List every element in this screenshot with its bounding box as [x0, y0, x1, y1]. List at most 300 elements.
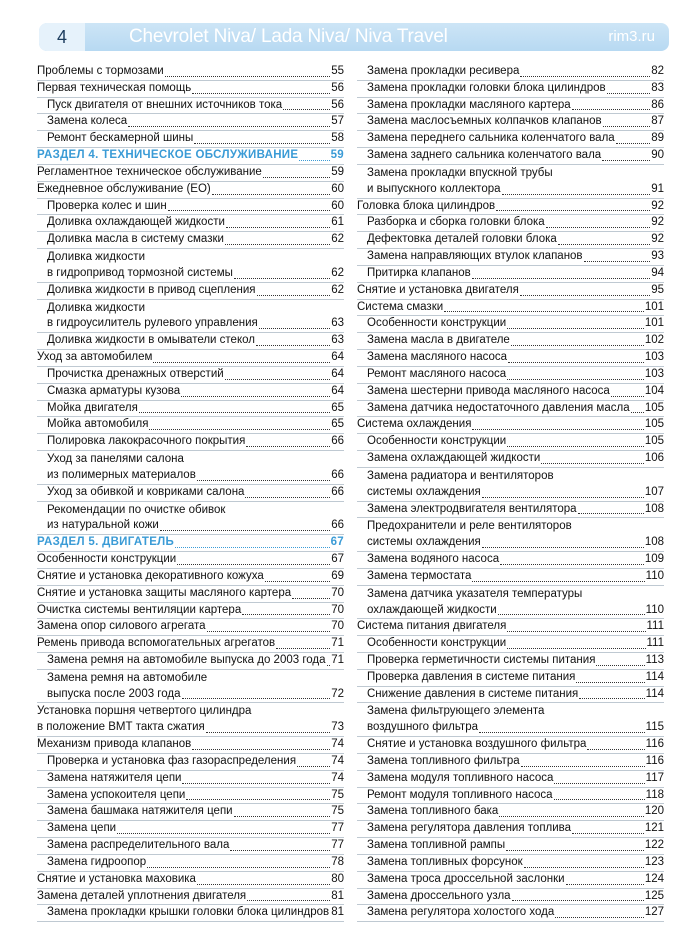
toc-page-number: 91 — [651, 182, 664, 195]
toc-entry[interactable] — [37, 417, 344, 434]
toc-entry-title: Замена деталей уплотнения двигателя — [37, 889, 247, 902]
dot-leader — [153, 361, 330, 363]
toc-entry-title: Очистка системы вентиляции картера — [37, 603, 242, 616]
toc-page-number: 87 — [651, 115, 664, 128]
toc-page-number: 56 — [331, 98, 344, 111]
toc-entry[interactable] — [357, 148, 664, 165]
toc-page-number: 62 — [331, 233, 344, 246]
dot-leader — [256, 344, 330, 346]
dot-leader — [507, 647, 645, 649]
toc-entry-title: Замена электродвигателя вентилятора — [367, 502, 577, 515]
toc-entry-title: Замена масляного насоса — [367, 351, 508, 364]
dot-leader — [584, 260, 651, 262]
toc-entry-title: в гидропривод тормозной системы — [47, 266, 233, 279]
toc-entry[interactable] — [37, 215, 344, 232]
toc-entry[interactable] — [37, 821, 344, 838]
toc-entry[interactable] — [37, 569, 344, 586]
toc-entry-title: Замена прокладки крышки головки блока цилиндров — [47, 906, 330, 919]
toc-entry-title: Замена прокладки масляного картера — [367, 98, 571, 111]
toc-entry-title: Замена цепи — [47, 822, 117, 835]
toc-entry-title: Система смазки — [357, 300, 444, 313]
toc-entry[interactable] — [357, 417, 664, 434]
toc-entry-title: Замена колеса — [47, 115, 128, 128]
toc-entry[interactable] — [357, 333, 664, 350]
toc-entry-title: Замена ремня на автомобиле выпуска до 2003 года — [47, 653, 326, 666]
toc-entry[interactable] — [37, 182, 344, 199]
toc-page-number: 102 — [644, 334, 664, 347]
toc-entry[interactable] — [357, 434, 664, 451]
toc-page-number: 108 — [644, 536, 664, 549]
dot-leader — [149, 428, 330, 430]
toc-entry-title: Первая техническая помощь — [37, 81, 192, 94]
dot-leader — [555, 916, 644, 918]
dot-leader — [160, 529, 330, 531]
toc-entry-title: Прочистка дренажных отверстий — [47, 367, 224, 380]
toc-entry[interactable] — [37, 114, 344, 131]
toc-page-number: 118 — [645, 788, 664, 801]
toc-page-number: 82 — [651, 65, 664, 77]
toc-entry-title: Доливка жидкости — [47, 251, 146, 264]
toc-page-number: 57 — [331, 115, 344, 128]
toc-page-number: 81 — [331, 889, 344, 902]
toc-entry-title: Уход за автомобилем — [37, 351, 153, 364]
dot-leader — [444, 310, 644, 312]
toc-entry[interactable] — [357, 552, 664, 569]
dot-leader — [175, 546, 329, 548]
toc-entry[interactable] — [37, 367, 344, 384]
toc-page-number: 64 — [331, 367, 344, 380]
toc-entry[interactable] — [357, 586, 664, 603]
toc-entry-title: Замена термостата — [367, 569, 472, 582]
toc-entry-title: Доливка жидкости — [47, 301, 146, 314]
toc-entry[interactable] — [37, 434, 344, 451]
toc-entry[interactable] — [37, 771, 344, 788]
toc-entry[interactable] — [37, 855, 344, 872]
dot-leader — [472, 428, 643, 430]
toc-entry-title: Доливка жидкости в омыватели стекол — [47, 334, 255, 347]
toc-entry[interactable] — [357, 636, 664, 653]
dot-leader — [117, 832, 330, 834]
toc-entry[interactable] — [357, 687, 664, 704]
toc-page-number: 67 — [331, 553, 344, 566]
toc-left-column — [37, 64, 344, 922]
toc-entry[interactable] — [357, 569, 664, 586]
dot-leader — [299, 159, 329, 161]
toc-entry[interactable] — [357, 518, 664, 535]
toc-entry[interactable] — [357, 855, 664, 872]
dot-leader — [212, 193, 330, 195]
toc-page-number: 83 — [651, 81, 664, 94]
toc-entry[interactable] — [357, 619, 664, 636]
toc-page-number: 66 — [331, 485, 344, 498]
toc-entry[interactable] — [357, 451, 664, 468]
toc-page-number: 94 — [651, 266, 664, 279]
toc-entry[interactable] — [357, 670, 664, 687]
toc-entry-title: Мойка двигателя — [47, 401, 138, 414]
toc-page-number: 75 — [331, 788, 344, 801]
dot-leader — [602, 159, 650, 161]
toc-page-number: 64 — [331, 351, 344, 364]
toc-entry[interactable] — [357, 771, 664, 788]
toc-entry[interactable] — [37, 754, 344, 771]
toc-page-number: 63 — [331, 334, 344, 347]
toc-page-number: 70 — [331, 603, 344, 616]
dot-leader — [192, 92, 330, 94]
toc-entry-title: системы охлаждения — [367, 485, 481, 498]
toc-page-number: 93 — [651, 250, 664, 263]
dot-leader — [225, 243, 330, 245]
toc-page-number: 124 — [644, 872, 664, 885]
toc-entry[interactable] — [37, 687, 344, 704]
dot-leader — [482, 496, 644, 498]
toc-entry-title: Снятие и установка воздушного фильтра — [367, 738, 587, 751]
toc-entry-title: Снятие и установка декоративного кожуха — [37, 569, 264, 582]
toc-entry[interactable] — [37, 81, 344, 98]
toc-entry-title: Замена водяного насоса — [367, 553, 500, 566]
page-number: 4 — [39, 23, 85, 51]
toc-entry-title: Замена переднего сальника коленчатого вала — [367, 132, 615, 145]
dot-leader — [259, 327, 330, 329]
toc-entry-title: Замена фильтрующего элемента — [367, 705, 545, 718]
dot-leader — [128, 125, 330, 127]
toc-page-number: 105 — [644, 418, 664, 431]
toc-page-number: 80 — [331, 872, 344, 885]
toc-right-column — [357, 64, 664, 922]
toc-entry[interactable] — [37, 300, 344, 317]
toc-page-number: 92 — [651, 233, 664, 246]
toc-page-number: 78 — [331, 855, 344, 868]
dot-leader — [578, 512, 644, 514]
toc-entry-title: Замена маслосъемных колпачков клапанов — [367, 115, 602, 128]
toc-page-number: 92 — [651, 216, 664, 229]
toc-page-number: 77 — [331, 839, 344, 852]
toc-entry[interactable] — [357, 788, 664, 805]
toc-entry[interactable] — [357, 249, 664, 266]
toc-page-number: 66 — [331, 435, 344, 448]
site-link[interactable]: rim3.ru — [608, 28, 655, 45]
toc-entry[interactable] — [37, 502, 344, 519]
toc-entry-title: Притирка клапанов — [367, 266, 471, 279]
toc-entry-title: Замена опор силового агрегата — [37, 620, 206, 633]
toc-page-number: 65 — [331, 401, 344, 414]
toc-entry-title: Система питания двигателя — [357, 620, 507, 633]
toc-entry[interactable] — [357, 316, 664, 333]
toc-page-number: 127 — [644, 906, 664, 919]
toc-entry[interactable] — [37, 737, 344, 754]
dot-leader — [611, 395, 644, 397]
dot-leader — [520, 294, 650, 296]
toc-entry[interactable] — [37, 619, 344, 636]
toc-entry[interactable] — [37, 451, 344, 468]
toc-entry[interactable] — [37, 552, 344, 569]
toc-page-number: 66 — [331, 468, 344, 481]
dot-leader — [226, 226, 330, 228]
toc-entry-title: Замена заднего сальника коленчатого вала — [367, 149, 602, 162]
toc-entry[interactable] — [357, 182, 664, 199]
toc-entry-title: Замена радиатора и вентиляторов — [367, 469, 554, 482]
toc-entry[interactable] — [357, 804, 664, 821]
toc-page-number: 117 — [645, 771, 664, 784]
toc-entry[interactable] — [357, 401, 664, 418]
toc-entry-title: Замена натяжителя цепи — [47, 771, 182, 784]
toc-entry[interactable] — [37, 636, 344, 653]
toc-entry-title: Полировка лакокрасочного покрытия — [47, 435, 246, 448]
toc-entry[interactable] — [357, 872, 664, 889]
toc-page-number: 86 — [651, 98, 664, 111]
toc-page-number: 106 — [644, 452, 664, 465]
toc-page-number: 73 — [331, 721, 344, 734]
toc-entry[interactable] — [37, 384, 344, 401]
toc-entry[interactable] — [357, 703, 664, 720]
dot-leader — [572, 832, 644, 834]
toc-entry[interactable] — [357, 737, 664, 754]
toc-entry-title: Проверка и установка фаз газораспределения — [47, 754, 297, 767]
toc-entry-title: Замена успокоителя цепи — [47, 788, 186, 801]
toc-entry[interactable] — [37, 905, 344, 922]
dot-leader — [573, 531, 651, 532]
toc-entry-title: Замена охлаждающей жидкости — [367, 452, 541, 465]
dot-leader — [226, 514, 331, 515]
toc-entry-title: Снятие и установка защиты масляного картера — [37, 586, 292, 599]
toc-entry-title: Замена топливного бака — [367, 805, 499, 818]
toc-entry-title: Разборка и сборка головки блока — [367, 216, 545, 229]
toc-entry[interactable] — [357, 131, 664, 148]
toc-entry[interactable] — [357, 81, 664, 98]
toc-entry[interactable] — [37, 889, 344, 906]
toc-entry[interactable] — [357, 535, 664, 552]
toc-entry[interactable] — [357, 889, 664, 906]
toc-entry[interactable] — [37, 131, 344, 148]
dot-leader — [579, 697, 644, 699]
toc-page-number: 101 — [644, 300, 664, 313]
toc-entry[interactable] — [37, 232, 344, 249]
toc-entry[interactable] — [37, 283, 344, 300]
dot-leader — [246, 445, 330, 447]
toc-entry[interactable] — [357, 64, 664, 81]
toc-entry-title: Замена датчика недостаточного давления масла — [367, 401, 630, 414]
toc-entry[interactable] — [357, 199, 664, 216]
toc-entry[interactable] — [357, 350, 664, 367]
toc-entry[interactable] — [37, 518, 344, 535]
toc-entry-title: Замена модуля топливного насоса — [367, 771, 554, 784]
toc-entry[interactable] — [357, 468, 664, 485]
dot-leader — [524, 866, 644, 868]
dot-leader — [297, 765, 330, 767]
dot-leader — [607, 92, 651, 94]
toc-entry[interactable] — [37, 468, 344, 485]
toc-entry[interactable] — [37, 350, 344, 367]
toc-page-number: 77 — [331, 822, 344, 835]
toc-section-heading[interactable] — [37, 148, 344, 165]
toc-entry-title: Регламентное техническое обслуживание — [37, 165, 262, 178]
dot-leader — [247, 899, 330, 901]
dot-leader — [225, 378, 331, 380]
dot-leader — [206, 731, 330, 733]
toc-entry-title: Замена топливной рампы — [367, 839, 506, 852]
toc-page-number: 81 — [331, 906, 344, 919]
toc-page-number: 67 — [330, 536, 344, 549]
toc-entry-title: охлаждающей жидкости — [367, 603, 497, 616]
toc-entry[interactable] — [37, 485, 344, 502]
toc-entry-title: Рекомендации по очистке обивок — [47, 503, 226, 516]
toc-entry-title: Снижение давления в системе питания — [367, 687, 579, 700]
toc-entry[interactable] — [37, 401, 344, 418]
toc-section-heading[interactable] — [37, 535, 344, 552]
toc-entry-title: Замена распределительного вала — [47, 839, 230, 852]
dot-leader — [185, 464, 331, 465]
toc-page-number: 55 — [331, 65, 344, 77]
toc-entry[interactable] — [37, 266, 344, 283]
dot-leader — [576, 681, 644, 683]
toc-entry-title: Ежедневное обслуживание (ЕО) — [37, 182, 211, 195]
toc-entry-title: Установка поршня четвертого цилиндра — [37, 705, 252, 718]
toc-entry-title: Доливка жидкости в привод сцепления — [47, 283, 256, 296]
toc-page-number: 103 — [644, 351, 664, 364]
dot-leader — [541, 462, 644, 464]
toc-entry[interactable] — [357, 165, 664, 182]
toc-entry[interactable] — [37, 838, 344, 855]
toc-page-number: 111 — [646, 637, 664, 650]
toc-page-number: 74 — [331, 754, 344, 767]
toc-entry[interactable] — [37, 872, 344, 889]
toc-entry-title: Особенности конструкции — [37, 553, 177, 566]
toc-entry-title: Замена прокладки впускной трубы — [367, 166, 553, 179]
toc-entry[interactable] — [357, 754, 664, 771]
toc-entry[interactable] — [37, 64, 344, 81]
toc-entry[interactable] — [357, 603, 664, 620]
toc-entry[interactable] — [357, 653, 664, 670]
toc-entry[interactable] — [357, 215, 664, 232]
toc-entry-title: Уход за обивкой и ковриками салона — [47, 485, 245, 498]
toc-page-number: 71 — [331, 653, 344, 666]
dot-leader — [631, 411, 644, 413]
dot-leader — [546, 226, 651, 228]
toc-entry[interactable] — [37, 98, 344, 115]
toc-page-number: 75 — [331, 805, 344, 818]
toc-entry[interactable] — [357, 114, 664, 131]
toc-entry[interactable] — [37, 653, 344, 670]
toc-entry[interactable] — [37, 165, 344, 182]
toc-page-number: 90 — [651, 149, 664, 162]
toc-entry[interactable] — [37, 703, 344, 720]
toc-entry[interactable] — [357, 232, 664, 249]
toc-entry-title: Головка блока цилиндров — [357, 199, 496, 212]
toc-entry[interactable] — [357, 266, 664, 283]
dot-leader — [508, 361, 644, 363]
toc-page-number: 123 — [644, 855, 664, 868]
dot-leader — [252, 716, 331, 717]
toc-entry[interactable] — [37, 670, 344, 687]
dot-leader — [182, 697, 331, 699]
toc-entry[interactable] — [357, 384, 664, 401]
toc-entry[interactable] — [37, 720, 344, 737]
toc-entry-title: Механизм привода клапанов — [37, 738, 192, 751]
dot-leader — [283, 108, 330, 110]
dot-leader — [496, 209, 650, 211]
toc-entry[interactable] — [37, 804, 344, 821]
toc-entry[interactable] — [357, 98, 664, 115]
dot-leader — [234, 815, 331, 817]
toc-entry-title: Уход за панелями салона — [47, 453, 184, 466]
toc-page-number: 109 — [644, 553, 664, 566]
toc-entry-title: Смазка арматуры кузова — [47, 384, 181, 397]
dot-leader — [165, 75, 331, 77]
dot-leader — [146, 262, 331, 263]
toc-page-number: 95 — [651, 283, 664, 296]
toc-entry[interactable] — [357, 485, 664, 502]
toc-page-number: 70 — [331, 586, 344, 599]
toc-entry-title: Особенности конструкции — [367, 435, 507, 448]
dot-leader — [245, 496, 330, 498]
toc-page-number: 69 — [331, 569, 344, 582]
toc-entry-title: Снятие и установка маховика — [37, 872, 196, 885]
dot-leader — [603, 125, 651, 127]
toc-entry-title: Замена топливного фильтра — [367, 754, 520, 767]
dot-leader — [507, 630, 645, 632]
toc-entry-title: Проверка давления в системе питания — [367, 670, 576, 683]
toc-entry[interactable] — [37, 603, 344, 620]
toc-entry[interactable] — [37, 199, 344, 216]
dot-leader — [186, 798, 330, 800]
toc-entry[interactable] — [37, 586, 344, 603]
toc-page-number: 66 — [331, 519, 344, 532]
toc-entry-title: Замена башмака натяжителя цепи — [47, 805, 233, 818]
toc-page-number: 59 — [330, 149, 344, 162]
toc-entry-title: Замена шестерни привода масляного насоса — [367, 384, 610, 397]
dot-leader — [554, 178, 651, 179]
dot-leader — [208, 683, 331, 684]
dot-leader — [506, 849, 644, 851]
dot-leader — [596, 664, 644, 666]
toc-entry[interactable] — [357, 821, 664, 838]
toc-entry[interactable] — [37, 788, 344, 805]
toc-entry-title: Проблемы с тормозами — [37, 65, 164, 77]
toc-entry-title: Ремонт бескамерной шины — [47, 132, 194, 145]
toc-entry[interactable] — [357, 502, 664, 519]
document-title: Chevrolet Niva/ Lada Niva/ Niva Travel — [129, 26, 448, 47]
dot-leader — [520, 75, 650, 77]
toc-entry[interactable] — [357, 838, 664, 855]
dot-leader — [512, 899, 644, 901]
dot-leader — [472, 277, 650, 279]
toc-entry[interactable] — [357, 905, 664, 922]
toc-entry[interactable] — [37, 316, 344, 333]
dot-leader — [583, 599, 651, 600]
toc-page-number: 111 — [646, 620, 664, 633]
toc-entry-title: РАЗДЕЛ 4. ТЕХНИЧЕСКОЕ ОБСЛУЖИВАНИЕ — [37, 149, 299, 162]
toc-entry[interactable] — [37, 333, 344, 350]
toc-entry-title: Пуск двигателя от внешних источников тока — [47, 98, 283, 111]
dot-leader — [499, 815, 644, 817]
toc-page-number: 71 — [331, 637, 344, 650]
toc-entry[interactable] — [37, 249, 344, 266]
toc-page-number: 122 — [644, 839, 664, 852]
toc-entry-title: Замена дроссельного узла — [367, 889, 511, 902]
toc-entry[interactable] — [357, 367, 664, 384]
toc-entry-title: Предохранители и реле вентиляторов — [367, 520, 572, 533]
toc-entry-title: Ремонт модуля топливного насоса — [367, 788, 553, 801]
toc-entry[interactable] — [357, 720, 664, 737]
toc-entry-title: из полимерных материалов — [47, 468, 196, 481]
toc-entry[interactable] — [357, 283, 664, 300]
toc-page-number: 104 — [644, 384, 664, 397]
toc-entry-title: Ремень привода вспомогательных агрегатов — [37, 637, 276, 650]
toc-entry-title: Замена регулятора холостого хода — [367, 906, 555, 919]
dot-leader — [482, 546, 644, 548]
toc-entry[interactable] — [357, 300, 664, 317]
dot-leader — [230, 849, 330, 851]
toc-page-number: 107 — [644, 485, 664, 498]
